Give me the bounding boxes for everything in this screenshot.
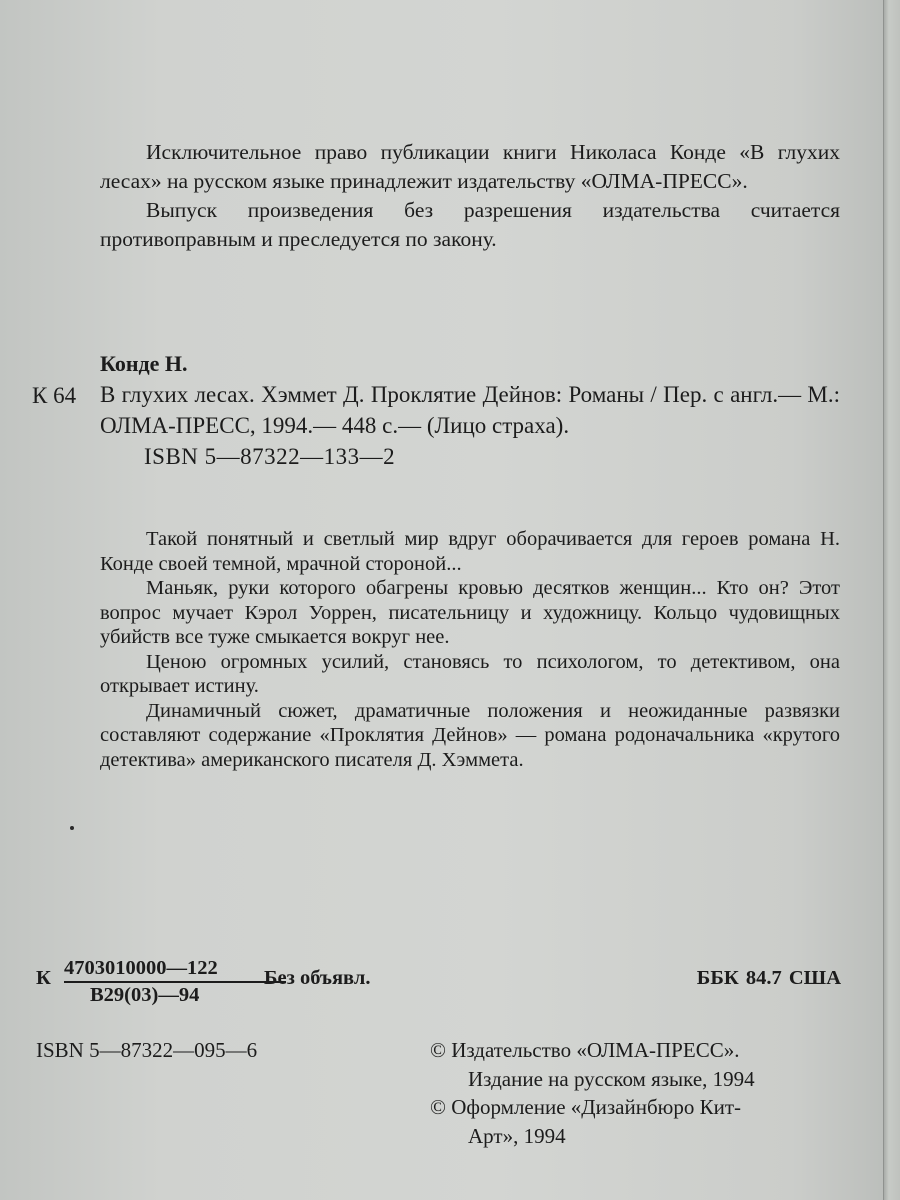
copyright-line-edition: Издание на русском языке, 1994 — [468, 1066, 755, 1091]
no-announcement-note: Без объявл. — [264, 967, 371, 989]
copyright-line-design: © Оформление «Дизайнбюро Кит- — [430, 1095, 741, 1119]
annotation-paragraph: Динамичный сюжет, драматичные положения и неожиданные развязки составляют содержание «Проклятия Дейнов» — романа родоначальника «крутого детектива» американского писателя Д. Хэммета. — [100, 699, 840, 771]
annotation-paragraph: Ценою огромных усилий, становясь то психологом, то детективом, она открывает истину. — [100, 650, 840, 697]
bbk-classification: ББК 84.7 США — [696, 967, 841, 989]
copyright-line-design-cont: Арт», 1994 — [468, 1123, 566, 1148]
annotation-paragraph: Маньяк, руки которого обагрены кровью десятков женщин... Кто он? Этот вопрос мучает Кэрол Уоррен, писательницу и художницу. Кольцо чудовищных убийств все туже смыкается вокруг нее. — [100, 577, 840, 648]
copyright-line-publisher: © Издательство «ОЛМА-ПРЕСС». — [430, 1038, 740, 1062]
catalog-description: В глухих лесах. Хэммет Д. Проклятие Дейнов: Романы / Пер. с англ.— М.: ОЛМА-ПРЕСС, 1994.— 448 с.— (Лицо страха). — [100, 382, 840, 438]
copyright-notice — [100, 138, 840, 254]
catalog-code: К 64 — [32, 383, 77, 408]
index-denominator: В29(03)—94 — [90, 984, 200, 1006]
copyright-paragraph: Выпуск произведения без разрешения издательства считается противоправным и преследуется по закону. — [100, 198, 840, 251]
annotation-paragraph: Такой понятный и светлый мир вдруг оборачивается для героев романа Н. Конде своей темной, мрачной стороной... — [100, 528, 840, 575]
print-speck — [70, 826, 74, 830]
publisher-copyright — [430, 1036, 850, 1150]
catalog-record — [100, 348, 840, 472]
index-letter: К — [36, 967, 51, 989]
isbn-secondary: ISBN 5—87322—095—6 — [36, 1038, 258, 1062]
catalog-isbn: ISBN 5—87322—133—2 — [144, 444, 396, 469]
catalog-author: Конде Н. — [100, 351, 188, 376]
copyright-paragraph: Исключительное право публикации книги Николаса Конде «В глухих лесах» на русском языке принадлежит издательству «ОЛМА-ПРЕСС». — [100, 140, 840, 193]
page-edge — [883, 0, 900, 1200]
book-annotation — [100, 527, 840, 772]
index-numerator: 4703010000—122 — [64, 957, 218, 979]
index-fraction — [64, 955, 286, 1007]
publishing-index-line — [36, 955, 841, 1005]
